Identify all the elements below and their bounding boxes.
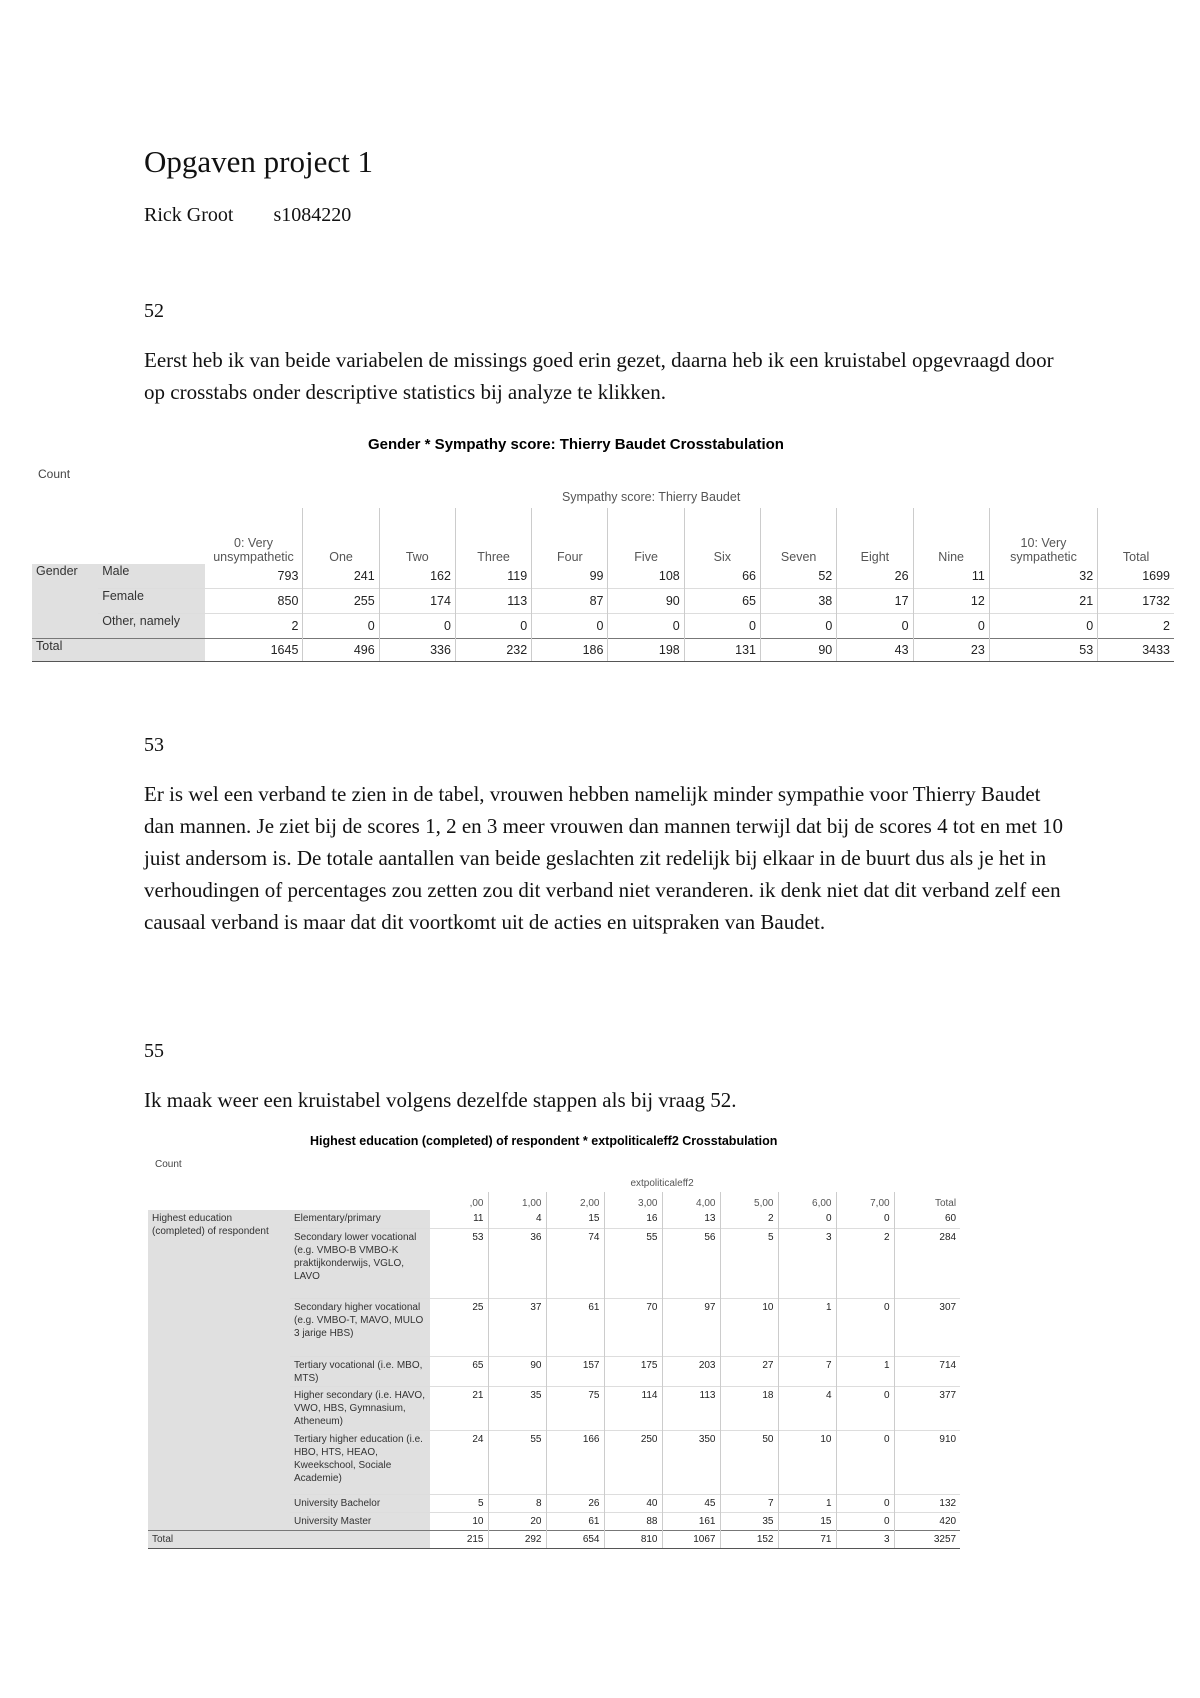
total-cell: 198 (608, 639, 684, 662)
total-cell: 3433 (1098, 639, 1174, 662)
table-cell: 1699 (1098, 564, 1174, 589)
table-cell: 2 (720, 1210, 778, 1228)
table-cell: 284 (894, 1228, 960, 1298)
table-cell: 53 (430, 1228, 488, 1298)
table-cell: 15 (778, 1512, 836, 1530)
table-count-label: Count (155, 1159, 182, 1170)
table-cell: 162 (379, 564, 455, 589)
column-header: Total (894, 1192, 960, 1210)
total-cell: 23 (913, 639, 989, 662)
total-cell: 71 (778, 1530, 836, 1548)
table-cell: 0 (608, 614, 684, 639)
table-cell: 74 (546, 1228, 604, 1298)
table-cell: 910 (894, 1430, 960, 1494)
table-cell: 157 (546, 1356, 604, 1386)
table-cell: 97 (662, 1298, 720, 1356)
column-header: 10: Very sympathetic (989, 508, 1097, 564)
author-name: Rick Groot (144, 204, 234, 226)
table-cell: 0 (913, 614, 989, 639)
column-header: 2,00 (546, 1192, 604, 1210)
table-cell: 350 (662, 1430, 720, 1494)
table-cell: 55 (488, 1430, 546, 1494)
table-cell: 108 (608, 564, 684, 589)
table-cell: 5 (720, 1228, 778, 1298)
table-cell: 56 (662, 1228, 720, 1298)
total-cell: 810 (604, 1530, 662, 1548)
table-cell: 2 (205, 614, 303, 639)
table-cell: 0 (836, 1430, 894, 1494)
row-category-label: Tertiary vocational (i.e. MBO, MTS) (290, 1356, 430, 1386)
table-cell: 88 (604, 1512, 662, 1530)
table-cell: 420 (894, 1512, 960, 1530)
column-header: Six (684, 508, 760, 564)
answer-paragraph: Ik maak weer een kruistabel volgens dezelfde stappen als bij vraag 52. (144, 1088, 737, 1112)
table-cell: 0 (836, 1386, 894, 1430)
table-cell: 87 (532, 589, 608, 614)
table-cell: 55 (604, 1228, 662, 1298)
table-cell: 21 (989, 589, 1097, 614)
column-header: 5,00 (720, 1192, 778, 1210)
row-category-label: Secondary lower vocational (e.g. VMBO-B VMBO-K praktijkonderwijs, VGLO, LAVO (290, 1228, 430, 1298)
table-cell: 10 (430, 1512, 488, 1530)
total-cell: 3 (836, 1530, 894, 1548)
total-cell: 3257 (894, 1530, 960, 1548)
table-row (32, 614, 1174, 639)
table-title: Gender * Sympathy score: Thierry Baudet Crosstabulation (368, 436, 784, 453)
table-cell: 0 (303, 614, 379, 639)
column-header: Total (1098, 508, 1174, 564)
column-spanner: extpoliticaleff2 (630, 1177, 694, 1189)
total-cell: 654 (546, 1530, 604, 1548)
row-category-label: Tertiary higher education (i.e. HBO, HTS, HEAO, Kweekschool, Sociale Academie) (290, 1430, 430, 1494)
table-cell: 793 (277, 569, 299, 583)
table-cell: 2 (1098, 614, 1174, 639)
table-cell: 38 (761, 589, 837, 614)
table-row (148, 1210, 960, 1228)
table-cell: 21 (430, 1386, 488, 1430)
question-number: 55 (144, 1040, 164, 1062)
total-cell: 1645 (205, 639, 303, 662)
table-cell: 35 (720, 1512, 778, 1530)
student-id: s1084220 (273, 204, 352, 226)
total-cell: 292 (488, 1530, 546, 1548)
table-cell: 25 (430, 1298, 488, 1356)
table-cell: 714 (894, 1356, 960, 1386)
column-header: ,00 (469, 1198, 484, 1209)
table-cell: 60 (894, 1210, 960, 1228)
table-cell: 4 (488, 1210, 546, 1228)
total-label: Total (32, 639, 205, 662)
table-cell: 26 (546, 1494, 604, 1512)
total-cell: 232 (455, 639, 531, 662)
row-variable-label: Gender (32, 564, 98, 639)
table-cell: 307 (894, 1298, 960, 1356)
table-cell: 250 (604, 1430, 662, 1494)
column-header: 0: Very unsympathetic (213, 536, 294, 564)
table-cell: 166 (546, 1430, 604, 1494)
table-cell: 32 (989, 564, 1097, 589)
table-cell: 13 (662, 1210, 720, 1228)
table-cell: 1732 (1098, 589, 1174, 614)
table-cell: 7 (778, 1356, 836, 1386)
total-cell: 215 (430, 1530, 488, 1548)
table-count-label: Count (38, 467, 71, 481)
table-cell: 0 (836, 1298, 894, 1356)
table-cell: 12 (913, 589, 989, 614)
table-cell: 0 (761, 614, 837, 639)
column-header: One (303, 508, 379, 564)
author-line (144, 204, 351, 227)
total-cell: 152 (720, 1530, 778, 1548)
table-cell: 3 (778, 1228, 836, 1298)
table-cell: 0 (836, 1512, 894, 1530)
row-category-label: Male (98, 564, 204, 589)
table-cell: 70 (604, 1298, 662, 1356)
table-cell: 52 (761, 564, 837, 589)
table-cell: 8 (488, 1494, 546, 1512)
question-number: 53 (144, 734, 164, 756)
table-cell: 65 (430, 1356, 488, 1386)
table-cell: 66 (684, 564, 760, 589)
table-cell: 7 (720, 1494, 778, 1512)
total-cell: 336 (379, 639, 455, 662)
table-cell: 1 (778, 1494, 836, 1512)
total-cell: 131 (684, 639, 760, 662)
table-cell: 161 (662, 1512, 720, 1530)
total-cell: 1067 (662, 1530, 720, 1548)
column-header: 3,00 (604, 1192, 662, 1210)
column-header: Eight (837, 508, 913, 564)
table-cell: 26 (837, 564, 913, 589)
table-cell: 10 (720, 1298, 778, 1356)
table-cell: 90 (488, 1356, 546, 1386)
table-cell: 17 (837, 589, 913, 614)
column-header: Nine (913, 508, 989, 564)
total-cell: 43 (837, 639, 913, 662)
table-total-row (32, 639, 1174, 662)
table-cell: 90 (608, 589, 684, 614)
question-number: 52 (144, 300, 164, 322)
column-header: Five (608, 508, 684, 564)
total-label: Total (148, 1530, 430, 1548)
row-variable-label: Highest education (completed) of respondent (148, 1210, 290, 1530)
table-cell: 113 (662, 1386, 720, 1430)
table-cell: 65 (684, 589, 760, 614)
column-header: Seven (761, 508, 837, 564)
table-cell: 27 (720, 1356, 778, 1386)
column-header: 1,00 (488, 1192, 546, 1210)
table-cell: 0 (837, 614, 913, 639)
column-header: Four (532, 508, 608, 564)
total-cell: 53 (989, 639, 1097, 662)
table-cell: 50 (720, 1430, 778, 1494)
table-cell: 15 (546, 1210, 604, 1228)
table-cell: 0 (684, 614, 760, 639)
table-cell: 132 (894, 1494, 960, 1512)
table-cell: 0 (836, 1494, 894, 1512)
table-cell: 0 (455, 614, 531, 639)
document-title: Opgaven project 1 (144, 144, 373, 179)
table-cell: 20 (488, 1512, 546, 1530)
answer-paragraph: Er is wel een verband te zien in de tabel, vrouwen hebben namelijk minder sympathie voor Thierry Baudet dan mannen. Je ziet bij de scores 1, 2 en 3 meer vrouwen dan mannen terwijl dat bij de scores 4 tot en met 10 juist andersom is. De totale aantallen van beide geslachten zit redelijk bij elkaar in de buurt dus als je het in verhoudingen of percentages zou zetten zou dit verband niet veranderen. ik denk niet dat dit verband zelf een causaal verband is maar dat dit voortkomt uit de acties en uitspraken van Baudet. (144, 782, 1064, 934)
table-row (32, 564, 1174, 589)
table-cell: 203 (662, 1356, 720, 1386)
table-cell: 11 (473, 1213, 484, 1224)
table-cell: 36 (488, 1228, 546, 1298)
answer-paragraph: Eerst heb ik van beide variabelen de missings goed erin gezet, daarna heb ik een kruistabel opgevraagd door op crosstabs onder descriptive statistics bij analyze te klikken. (144, 348, 1054, 404)
total-cell: 496 (303, 639, 379, 662)
table-cell: 174 (379, 589, 455, 614)
row-category-label: Secondary higher vocational (e.g. VMBO-T, MAVO, MULO 3 jarige HBS) (290, 1298, 430, 1356)
table-cell: 45 (662, 1494, 720, 1512)
table-cell: 0 (532, 614, 608, 639)
total-cell: 186 (532, 639, 608, 662)
column-header: 6,00 (778, 1192, 836, 1210)
table-cell: 11 (913, 564, 989, 589)
table-cell: 40 (604, 1494, 662, 1512)
row-category-label: University Master (290, 1512, 430, 1530)
column-header: 4,00 (662, 1192, 720, 1210)
table-cell: 61 (546, 1298, 604, 1356)
table-cell: 241 (303, 564, 379, 589)
column-spanner: Sympathy score: Thierry Baudet (561, 490, 741, 504)
column-header: Two (379, 508, 455, 564)
table-cell: 61 (546, 1512, 604, 1530)
table-cell: 113 (455, 589, 531, 614)
table-cell: 850 (205, 589, 303, 614)
table-cell: 0 (989, 614, 1097, 639)
table-cell: 175 (604, 1356, 662, 1386)
table-cell: 18 (720, 1386, 778, 1430)
table-cell: 255 (303, 589, 379, 614)
crosstab-table (32, 486, 1174, 662)
table-cell: 1 (836, 1356, 894, 1386)
table-cell: 24 (430, 1430, 488, 1494)
table-cell: 2 (836, 1228, 894, 1298)
table-cell: 99 (532, 564, 608, 589)
row-category-label: Female (98, 589, 204, 614)
column-header: 7,00 (836, 1192, 894, 1210)
table-title: Highest education (completed) of respondent * extpoliticaleff2 Crosstabulation (310, 1134, 778, 1148)
row-category-label: Other, namely (98, 614, 204, 639)
table-cell: 10 (778, 1430, 836, 1494)
table-cell: 5 (430, 1494, 488, 1512)
table-cell: 35 (488, 1386, 546, 1430)
row-category-label: University Bachelor (290, 1494, 430, 1512)
table-cell: 0 (379, 614, 455, 639)
table-cell: 377 (894, 1386, 960, 1430)
table-cell: 0 (836, 1210, 894, 1228)
crosstab-table (148, 1174, 960, 1549)
row-category-label: Higher secondary (i.e. HAVO, VWO, HBS, Gymnasium, Atheneum) (290, 1386, 430, 1430)
table-cell: 119 (455, 564, 531, 589)
table-total-row (148, 1530, 960, 1548)
table-cell: 37 (488, 1298, 546, 1356)
table-cell: 0 (778, 1210, 836, 1228)
table-row (32, 589, 1174, 614)
table-cell: 1 (778, 1298, 836, 1356)
table-cell: 75 (546, 1386, 604, 1430)
table-cell: 4 (778, 1386, 836, 1430)
total-cell: 90 (761, 639, 837, 662)
column-header: Three (455, 508, 531, 564)
row-category-label: Elementary/primary (290, 1210, 430, 1228)
table-cell: 16 (604, 1210, 662, 1228)
table-cell: 114 (604, 1386, 662, 1430)
